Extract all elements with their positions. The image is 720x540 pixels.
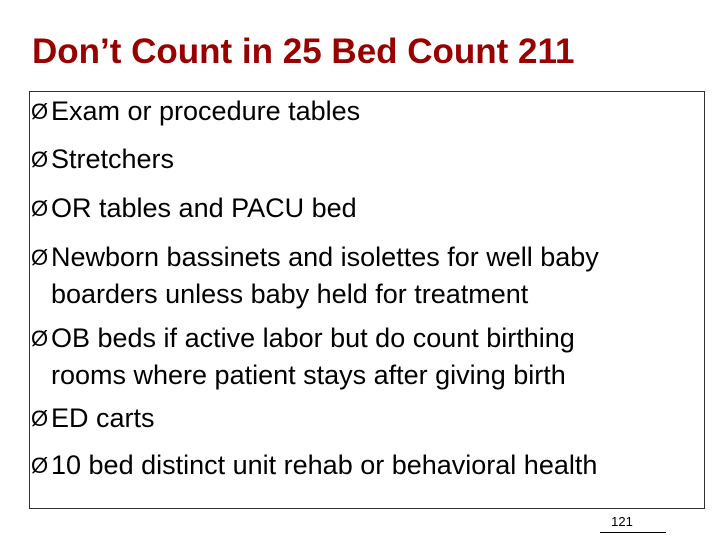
bullet-item (31, 141, 720, 178)
bullet-text: Stretchers (51, 144, 175, 174)
arrow-bullet-icon: Ø (31, 196, 49, 221)
arrow-bullet-icon: Ø (31, 147, 49, 172)
bullet-item (31, 93, 720, 130)
bullet-item (31, 400, 720, 437)
bullet-item (31, 239, 720, 313)
page-number-underline (600, 532, 666, 533)
bullet-item (31, 447, 720, 484)
bullet-text: 10 bed distinct unit rehab or behavioral health (51, 450, 598, 480)
arrow-bullet-icon: Ø (31, 326, 49, 351)
bullet-text: OR tables and PACU bed (51, 193, 357, 223)
bullet-text: Newborn bassinets and isolettes for well baby boarders unless baby held for treatment (51, 242, 599, 309)
arrow-bullet-icon: Ø (31, 245, 49, 270)
bullet-text: Exam or procedure tables (51, 96, 361, 126)
bullet-item (31, 320, 720, 394)
bullet-item (31, 190, 720, 227)
page-number: 121 (611, 514, 633, 529)
bullet-text: OB beds if active labor but do count birthing rooms where patient stays after giving birth (51, 323, 575, 390)
slide-title: Don’t Count in 25 Bed Count 211 (32, 32, 575, 71)
arrow-bullet-icon: Ø (31, 453, 49, 478)
arrow-bullet-icon: Ø (31, 99, 49, 124)
arrow-bullet-icon: Ø (31, 406, 49, 431)
bullet-text: ED carts (51, 403, 155, 433)
